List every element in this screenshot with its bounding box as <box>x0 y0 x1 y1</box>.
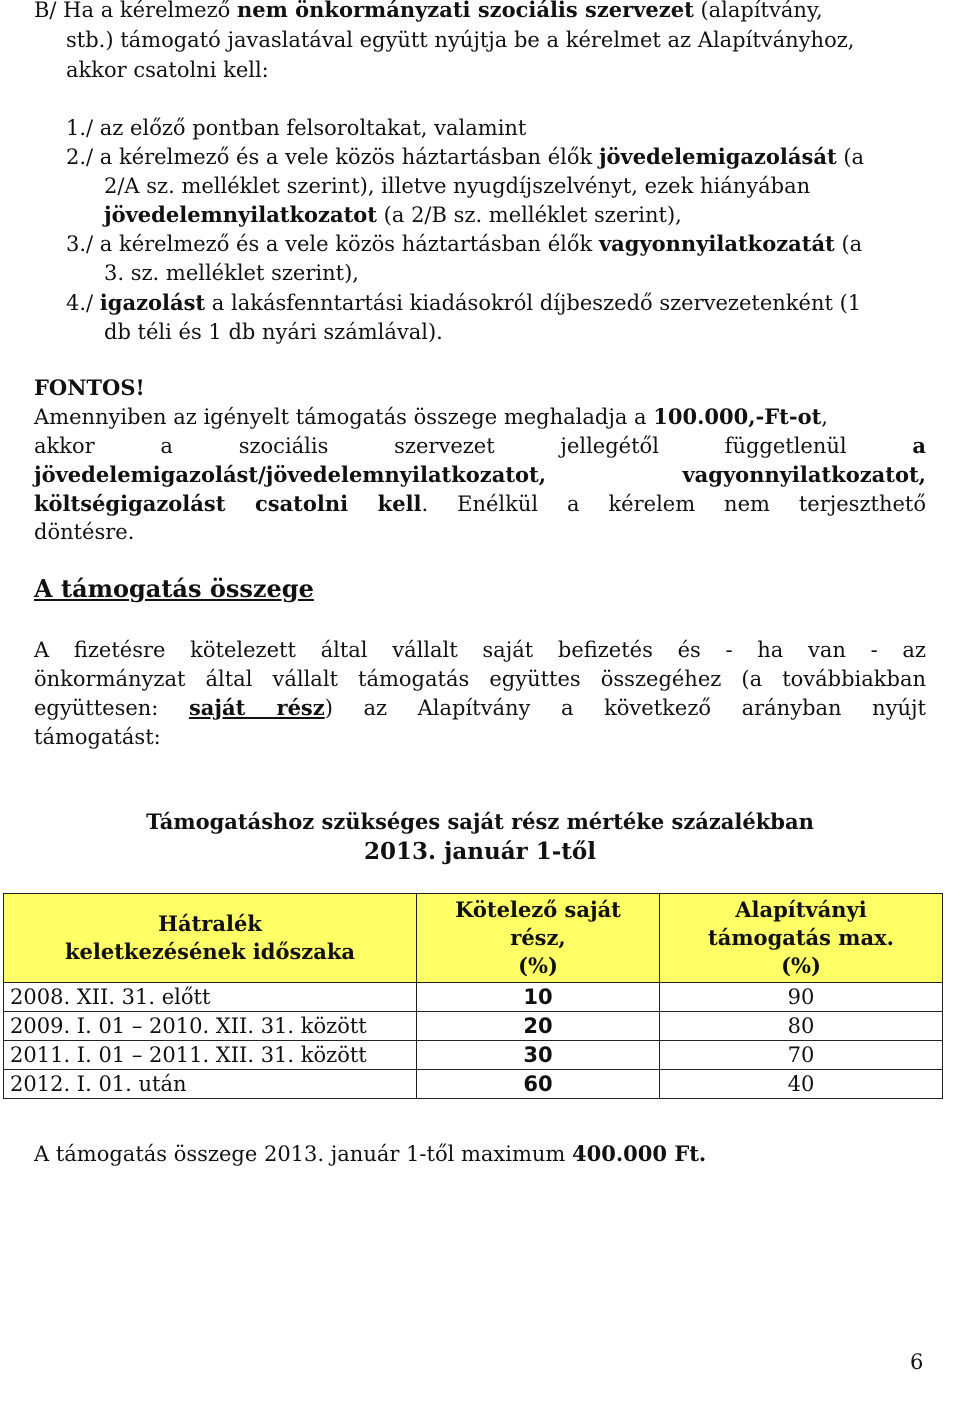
list-item-3-line-2: 3. sz. melléklet szerint), <box>104 261 359 285</box>
list-item-4-line-1: 4./ igazolást a lakásfenntartási kiadásokról díjbeszedő szervezetenként (1 <box>66 290 862 315</box>
notice-line-1: Amennyiben az igényelt támogatás összege meghaladja a 100.000,-Ft-ot, <box>34 404 828 429</box>
foundation-support-cell: 80 <box>660 1012 943 1041</box>
own-share-cell: 60 <box>417 1070 660 1099</box>
list-item-2-line-3: jövedelemnyilatkozatot (a 2/B sz. melléklet szerint), <box>104 202 682 227</box>
period-cell: 2008. XII. 31. előtt <box>4 983 417 1012</box>
table-title: Támogatáshoz szükséges saját rész mértéke százalékban <box>146 809 814 834</box>
support-paragraph-line-2: önkormányzat által vállalt támogatás együttes összegéhez (a továbbiakban <box>34 667 926 691</box>
section-b-line-1: B/ Ha a kérelmező nem önkormányzati szociális szervezet (alapítvány, <box>34 0 823 22</box>
own-share-cell: 20 <box>417 1012 660 1041</box>
list-item-1: 1./ az előző pontban felsoroltakat, valamint <box>66 116 527 140</box>
section-b-line-3: akkor csatolni kell: <box>66 58 269 82</box>
support-paragraph-line-3: együttesen: saját rész) az Alapítvány a következő arányban nyújt <box>34 695 926 720</box>
section-b-line-2: stb.) támogató javaslatával együtt nyújtja be a kérelmet az Alapítványhoz, <box>66 28 855 52</box>
foundation-support-cell: 70 <box>660 1041 943 1070</box>
own-share-cell: 10 <box>417 983 660 1012</box>
header-period: Hátralék keletkezésének időszaka <box>4 894 417 983</box>
section-heading: A támogatás összege <box>34 574 314 603</box>
support-rate-table <box>3 893 943 1099</box>
notice-line-2: akkor a szociális szervezet jellegétől függetlenül a <box>34 433 926 458</box>
page-number: 6 <box>910 1350 924 1374</box>
table-row <box>4 983 943 1012</box>
notice-line-3: jövedelemigazolást/jövedelemnyilatkozatot, vagyonnyilatkozatot, <box>34 462 926 487</box>
support-paragraph-line-4: támogatást: <box>34 725 161 749</box>
list-item-4-line-2: db téli és 1 db nyári számlával). <box>104 320 443 344</box>
notice-line-5: döntésre. <box>34 520 135 544</box>
period-cell: 2009. I. 01 – 2010. XII. 31. között <box>4 1012 417 1041</box>
own-share-cell: 30 <box>417 1041 660 1070</box>
max-amount-line: A támogatás összege 2013. január 1-től maximum 400.000 Ft. <box>34 1141 707 1166</box>
foundation-support-cell: 40 <box>660 1070 943 1099</box>
notice-line-4: költségigazolást csatolni kell. Enélkül a kérelem nem terjeszthető <box>34 491 926 516</box>
list-item-2-line-1: 2./ a kérelmező és a vele közös háztartásban élők jövedelemigazolását (a <box>66 144 865 169</box>
table-subtitle: 2013. január 1-től <box>364 838 596 865</box>
period-cell: 2012. I. 01. után <box>4 1070 417 1099</box>
list-item-3-line-1: 3./ a kérelmező és a vele közös háztartásban élők vagyonnyilatkozatát (a <box>66 231 863 256</box>
table-row <box>4 1070 943 1099</box>
period-cell: 2011. I. 01 – 2011. XII. 31. között <box>4 1041 417 1070</box>
table-header-row <box>4 894 943 983</box>
table-row <box>4 1012 943 1041</box>
support-paragraph-line-1: A fizetésre kötelezett által vállalt saját befizetés és - ha van - az <box>34 638 926 662</box>
header-foundation-support: Alapítványi támogatás max. (%) <box>660 894 943 983</box>
list-item-2-line-2: 2/A sz. melléklet szerint), illetve nyugdíjszelvényt, ezek hiányában <box>104 174 811 198</box>
notice-label: FONTOS! <box>34 375 145 400</box>
foundation-support-cell: 90 <box>660 983 943 1012</box>
header-own-share: Kötelező saját rész, (%) <box>417 894 660 983</box>
table-row <box>4 1041 943 1070</box>
